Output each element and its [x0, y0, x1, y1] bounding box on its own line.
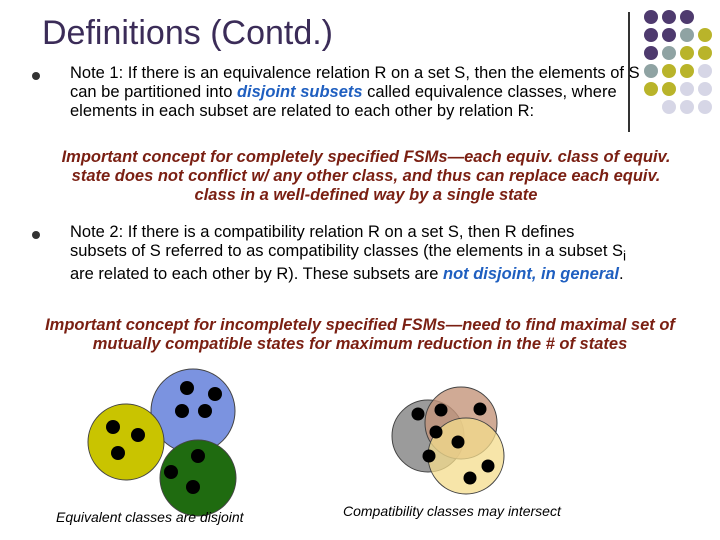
state-dot: [435, 404, 448, 417]
state-dot: [423, 450, 436, 463]
state-dot: [131, 428, 145, 442]
state-dot: [482, 460, 495, 473]
state-dot: [412, 408, 425, 421]
caption-equivalence-classes: Equivalent classes are disjoint: [56, 509, 244, 525]
equivalence-class-yellow: [88, 404, 164, 480]
important-note-1: Important concept for completely specified FSMs—each equiv. class of equiv. state does not conflict w/ any other class, and thus can replace each equiv. class in a well-defined way by a single state: [61, 148, 671, 204]
important-note-2: Important concept for incompletely specified FSMs—need to find maximal set of mutually compatible states for maximum reduction in the # of states: [45, 316, 675, 353]
state-dot: [186, 480, 200, 494]
state-dot: [111, 446, 125, 460]
note-2-middle: are related to each other by R). These subsets are: [70, 265, 443, 284]
note-2-prefix: Note 2: If there is a compatibility relation R on a set S, then R defines subsets of S referred to as compatibility classes (the elements in a subset S: [70, 223, 624, 260]
state-dot: [430, 426, 443, 439]
note-2-highlight: not disjoint, in general: [442, 265, 619, 284]
compatibility-classes-diagram: [392, 387, 504, 494]
state-dot: [180, 381, 194, 395]
state-dot: [106, 420, 120, 434]
note-2-subscript: i: [623, 248, 627, 264]
state-dot: [208, 387, 222, 401]
note-1-suffix: called equivalence classes, where elements in each subset are related to each other by relation R:: [70, 83, 617, 120]
state-dot: [198, 404, 212, 418]
caption-compatibility-classes: Compatibility classes may intersect: [343, 503, 561, 519]
state-dot: [175, 404, 189, 418]
equivalence-classes-diagram: [88, 369, 236, 516]
state-dot: [452, 436, 465, 449]
note-1-prefix: Note 1: If there is an equivalence relation R on a set S, then the elements of S can be partitioned into: [70, 64, 640, 101]
slide-title: Definitions (Contd.): [42, 14, 334, 52]
state-dot: [474, 403, 487, 416]
state-dot: [191, 449, 205, 463]
state-dot: [164, 465, 178, 479]
note-2-suffix: .: [619, 265, 624, 284]
state-dot: [464, 472, 477, 485]
note-1-highlight: disjoint subsets: [236, 83, 363, 101]
